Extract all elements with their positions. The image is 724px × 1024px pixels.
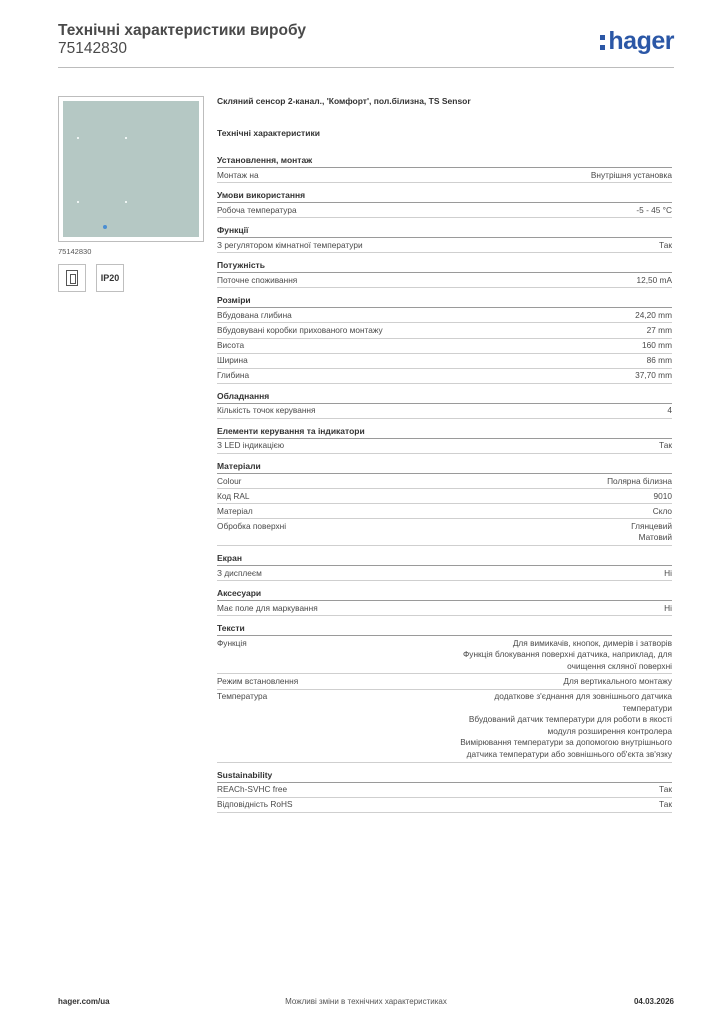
document-date: 04.03.2026 (633, 997, 674, 1006)
hager-logo (600, 28, 674, 54)
spec-row (217, 203, 672, 218)
spec-sections (217, 154, 672, 813)
spec-section (217, 294, 672, 383)
section-title: Аксесуари (217, 587, 672, 601)
header-divider (58, 67, 674, 68)
spec-row (217, 238, 672, 253)
spec-value: Так (659, 784, 672, 795)
spec-section (217, 259, 672, 288)
spec-value: додаткове з'єднання для зовнішнього датчика температури Вбудований датчик температури для роботи в якості модуля розширення контролера Вимірювання температури за допомогою внутрішнього датчика температури або зовнішнього об'єкта зв'язку (460, 691, 672, 760)
spec-value: Так (659, 239, 672, 250)
spec-label: Має поле для маркування (217, 602, 318, 613)
spec-row (217, 439, 672, 454)
spec-label: Colour (217, 475, 242, 486)
spec-value: 160 mm (642, 340, 672, 351)
spec-label: Температура (217, 691, 268, 702)
spec-label: З дисплеєм (217, 567, 262, 578)
spec-label: Режим встановлення (217, 675, 299, 686)
led-indicator-icon (103, 225, 107, 229)
section-title: Функції (217, 224, 672, 238)
spec-value: Для вертикального монтажу (563, 675, 672, 686)
spec-label: Робоча температура (217, 204, 297, 215)
flush-mount-icon (58, 264, 86, 292)
spec-value: 86 mm (646, 355, 672, 366)
spec-label: Поточне споживання (217, 274, 298, 285)
ip-rating-badge: IP20 (96, 264, 124, 292)
logo-colon-icon (600, 28, 606, 50)
spec-label: Матеріал (217, 505, 253, 516)
spec-label: Функція (217, 637, 247, 648)
product-code: 75142830 (58, 40, 127, 57)
spec-section (217, 390, 672, 419)
spec-value: Ні (664, 602, 672, 613)
product-sidebar (58, 96, 204, 292)
website-link[interactable]: hager.com/ua (58, 997, 110, 1006)
spec-row (217, 798, 672, 813)
spec-row (217, 354, 672, 369)
spec-row (217, 504, 672, 519)
spec-value: 4 (667, 405, 672, 416)
section-title: Умови використання (217, 189, 672, 203)
spec-row (217, 519, 672, 546)
section-title: Матеріали (217, 460, 672, 474)
spec-row (217, 566, 672, 581)
spec-label: Ширина (217, 355, 248, 366)
section-title: Sustainability (217, 769, 672, 783)
spec-value: Скло (652, 505, 672, 516)
spec-value: Для вимикачів, кнопок, димерів і затворів Функція блокування поверхні датчика, наприклад, для очищення скляної поверхні (463, 637, 672, 671)
logo-text: hager (608, 27, 674, 55)
spec-row (217, 489, 672, 504)
spec-value: 37,70 mm (635, 370, 672, 381)
spec-label: З LED індикацією (217, 440, 285, 451)
spec-row (217, 601, 672, 616)
specifications (217, 93, 672, 813)
product-image (58, 96, 204, 242)
spec-label: З регулятором кімнатної температури (217, 239, 363, 250)
spec-row (217, 690, 672, 763)
spec-value: 24,20 mm (635, 309, 672, 320)
spec-label: Вбудовувані коробки прихованого монтажу (217, 324, 383, 335)
spec-row (217, 323, 672, 338)
spec-section (217, 587, 672, 616)
spec-value: Полярна білизна (607, 475, 672, 486)
section-title: Потужність (217, 259, 672, 273)
spec-label: Монтаж на (217, 169, 259, 180)
spec-value: 27 mm (646, 324, 672, 335)
spec-label: Відповідність RoHS (217, 799, 293, 810)
spec-value: Внутрішня установка (590, 169, 672, 180)
spec-value: Ні (664, 567, 672, 578)
spec-label: Кількість точок керування (217, 405, 316, 416)
spec-section (217, 224, 672, 253)
spec-row (217, 273, 672, 288)
spec-label: Висота (217, 340, 245, 351)
image-caption: 75142830 (58, 247, 92, 256)
section-title: Тексти (217, 622, 672, 636)
spec-section (217, 425, 672, 454)
product-name: Скляний сенсор 2-канал., 'Комфорт', пол.білизна, TS Sensor (217, 96, 471, 106)
spec-label: Код RAL (217, 490, 250, 501)
section-title: Установлення, монтаж (217, 154, 672, 168)
section-title: Елементи керування та індикатори (217, 425, 672, 439)
spec-value: Так (659, 799, 672, 810)
spec-label: Вбудована глибина (217, 309, 292, 320)
spec-section (217, 460, 672, 546)
spec-value: Глянцевий Матовий (631, 520, 672, 543)
product-icons (58, 264, 204, 292)
section-title: Обладнання (217, 390, 672, 404)
spec-row (217, 674, 672, 689)
spec-label: REACh-SVHC free (217, 784, 288, 795)
spec-value: 12,50 mA (636, 274, 672, 285)
spec-section (217, 189, 672, 218)
spec-value: 9010 (653, 490, 672, 501)
spec-row (217, 339, 672, 354)
section-title: Екран (217, 552, 672, 566)
spec-section (217, 552, 672, 581)
tech-heading: Технічні характеристики (217, 128, 320, 138)
spec-row (217, 783, 672, 798)
spec-row (217, 404, 672, 419)
spec-section (217, 154, 672, 183)
spec-value: Так (659, 440, 672, 451)
change-notice: Можливі зміни в технічних характеристиках (285, 997, 447, 1006)
spec-row (217, 369, 672, 384)
spec-label: Обробка поверхні (217, 520, 287, 531)
page-title: Технічні характеристики виробу (58, 22, 306, 39)
glass-panel (63, 101, 199, 237)
spec-row (217, 308, 672, 323)
section-title: Розміри (217, 294, 672, 308)
spec-value: -5 - 45 °C (636, 204, 672, 215)
spec-section (217, 622, 672, 762)
spec-row (217, 474, 672, 489)
page-header (58, 22, 674, 62)
spec-row (217, 636, 672, 674)
spec-label: Глибина (217, 370, 250, 381)
spec-section (217, 769, 672, 813)
spec-row (217, 168, 672, 183)
